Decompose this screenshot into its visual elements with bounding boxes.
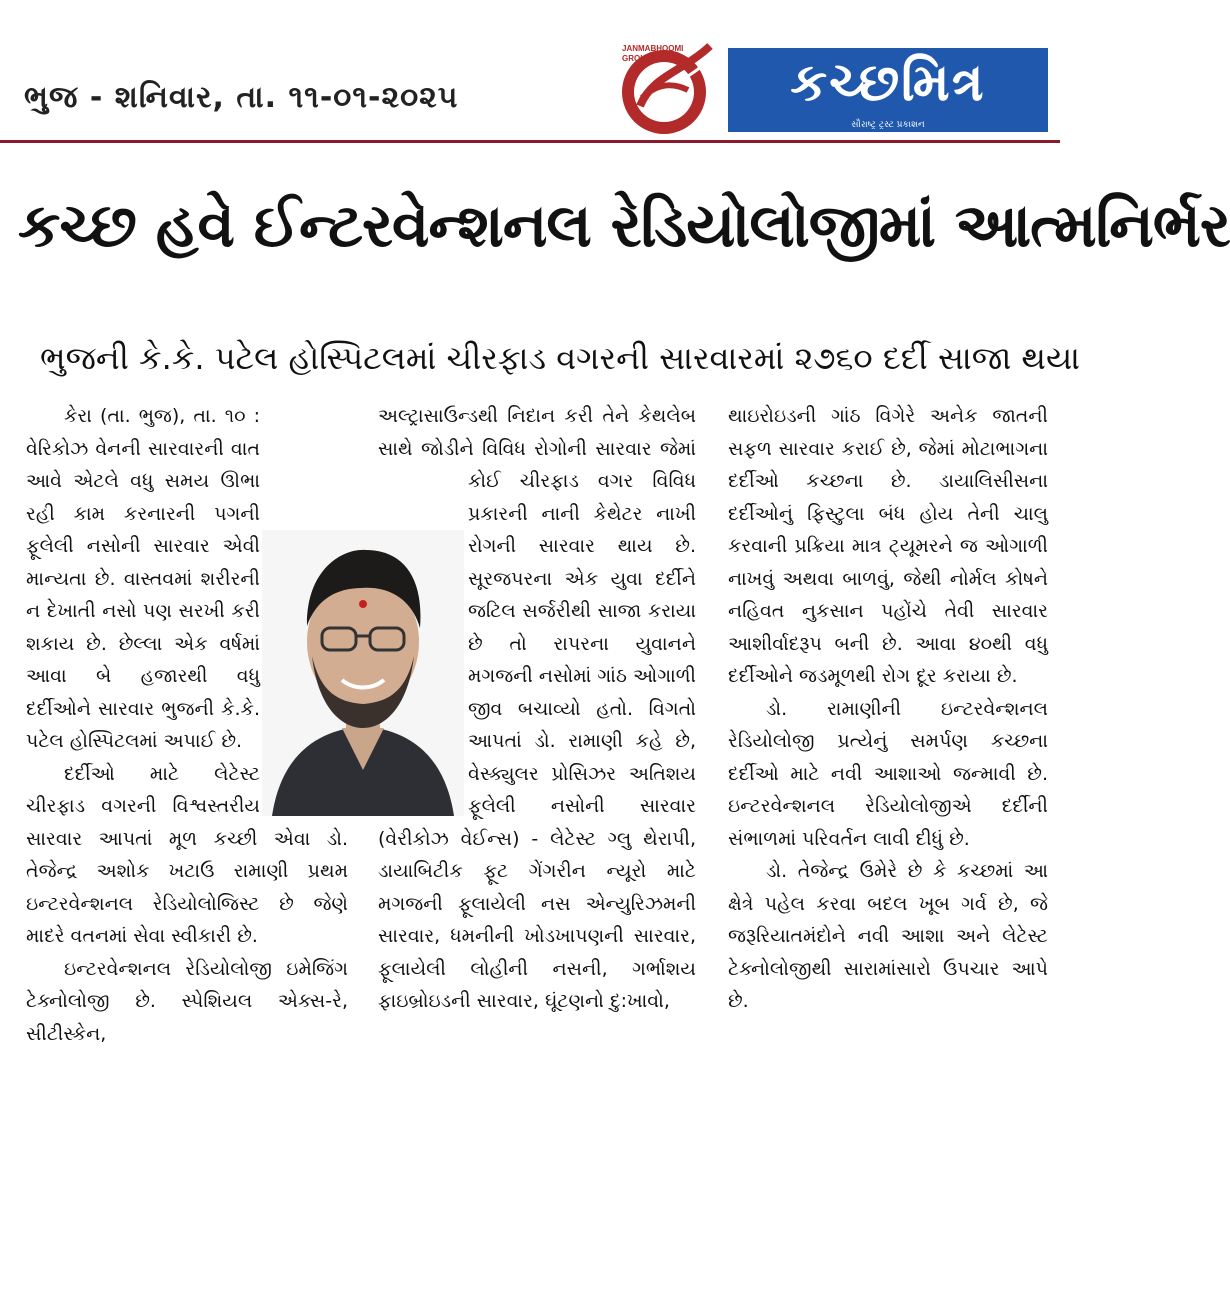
paragraph: અલ્ટ્રાસાઉન્ડથી નિદાન કરી તેને કેથલેબ સાથે જોડીને વિવિધ રોગોની સારવાર જેમાં કોઈ ચીરફાડ વગર વિવિધ પ્રકારની નાની કેથેટર નાખી રોગની સારવાર થાય છે. સૂરજપરના એક યુવા દર્દીને જટિલ સર્જરીથી સાજા કરાયા છે તો રાપરના યુવાનને મગજની નસોમાં ગાંઠ ઓગાળી જીવ બચાવ્યો હતો. વિગતો આપતાં ડો. રામાણી કહે છે, વેસ્ક્યુલર પ્રોસિઝર અતિશય ફૂલેલી નસોની સારવાર (વેરીકોઝ વેઈન્સ) - લેટેસ્ટ ગ્લુ થેરાપી, ડાયાબિટીક ફૂટ ગેંગરીન ન્યૂરો માટે મગજની ફૂલાયેલી નસ એન્યુરિઝમની સારવાર, ધમનીની ખોડખાપણની સારવાર, ફૂલાયેલી લોહીની નસની, ગર્ભાશય ફાઇબ્રોઇડની સારવાર, ઘૂંટણનો દુ:ખાવો, [378,405,696,1012]
brand-name: કચ્છમિત્ર [728,48,1048,118]
paragraph: ઇન્ટરવેન્શનલ રેડિયોલોજી ઇમેજિંગ ટેક્નોલોજી છે. સ્પેશિયલ એક્સ-રે, સીટીસ્કેન, [26,957,348,1045]
brand-tagline: સૌરાષ્ટ્ર ટ્રસ્ટ પ્રકાશન [728,118,1048,132]
paragraph: કેરા (તા. ભુજ), તા. ૧૦ : વેરિકોઝ વેનની સારવારની વાત આવે એટલે વધુ સમય ઊભા રહી કામ કરનારની પગની ફૂલેલી નસોની સારવાર એવી માન્યતા છે. વાસ્તવમાં શરીરની ન દેખાતી નસો પણ સરખી કરી શકાય છે. છેલ્લા એક વર્ષમાં આવા બે હજારથી વધુ દર્દીઓને સારવાર ભુજની કે.કે. પટેલ હોસ્પિટલમાં અપાઈ છે. [26,405,260,752]
dateline: ભુજ - શનિવાર, તા. ૧૧-૦૧-૨૦૨૫ [24,80,459,115]
paragraph: દર્દીઓ માટે લેટેસ્ટ ચીરફાડ વગરની વિશ્વસ્તરીય સારવાર આપતાં મૂળ કચ્છી એવા ડો. તેજેન્દ્ર અશોક ખટાઉ રામાણી પ્રથમ ઇન્ટરવેન્શનલ રેડિયોલોજિસ્ટ છે જેણે માદરે વતનમાં સેવા સ્વીકારી છે. [26,762,348,947]
paragraph: ડો. રામાણીની ઇન્ટરવેન્શનલ રેડિયોલોજી પ્રત્યેનું સમર્પણ કચ્છના દર્દીઓ માટે નવી આશાઓ જન્માવી છે. ઇન્ટરવેન્શનલ રેડિયોલોજીએ દર્દીની સંભાળમાં પરિવર્તન લાવી દીધું છે. [728,697,1048,850]
paragraph: થાઇરોઇડની ગાંઠ વિગેરે અનેક જાતની સફળ સારવાર કરાઈ છે, જેમાં મોટાભાગના દર્દીઓ કચ્છના છે. ડાયાલિસીસના દર્દીઓનું ફિસ્ટુલા બંધ હોય તેની ચાલુ કરવાની પ્રક્રિયા માત્ર ટ્યૂમરને જ ઓગાળી નાખવું અથવા બાળવું, જેથી નોર્મલ કોષને નહિવત નુકસાન પહોંચે તેવી સારવાર આશીર્વાદરૂપ બની છે. આવા ૪૦થી વધુ દર્દીઓને જડમૂળથી રોગ દૂર કરાયા છે. [728,405,1048,687]
portrait-illustration [262,530,464,816]
article-column-3 [728,400,1048,1018]
article-headline: કચ્છ હવે ઈન્ટરવેન્શનલ રેડિયોલોજીમાં આત્મનિર્ભર [18,191,1230,261]
masthead [0,0,1082,146]
group-name: JANMABHOOMI GROUP [622,44,684,63]
paragraph: ડો. તેજેન્દ્ર ઉમેરે છે કે કચ્છમાં આ ક્ષેત્રે પહેલ કરવા બદલ ખૂબ ગર્વ છે, જે જરૂરિયાતમંદોને નવી આશા અને લેટેસ્ટ ટેક્નોલોજીથી સારામાંસારો ઉપચાર આપે છે. [728,860,1048,1012]
article-subheadline: ભુજની કે.કે. પટેલ હોસ્પિટલમાં ચીરફાડ વગરની સારવારમાં ૨૭૬૦ દર્દી સાજા થયા [40,339,1081,377]
doctor-portrait-photo [262,530,464,816]
masthead-divider [0,140,1060,143]
